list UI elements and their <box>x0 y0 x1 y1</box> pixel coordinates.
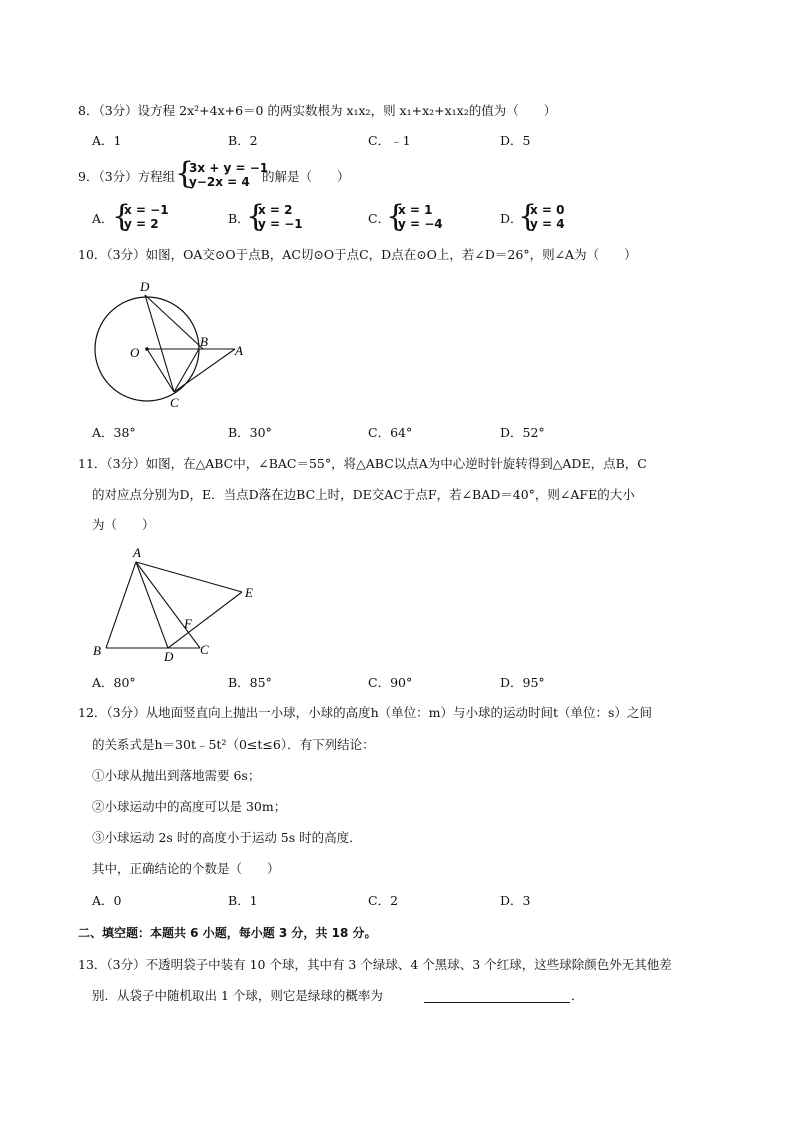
q8-option-a: A．1 <box>92 133 122 148</box>
q11-stem-line2: 的对应点分别为D，E．当点D落在边BC上时，DE交AC于点F，若∠BAD＝40°，则∠AFE的大小 <box>92 487 635 502</box>
q9-option-d-label: D． <box>500 211 523 226</box>
q9-prefix: 9．（3分）方程组 <box>78 169 176 184</box>
q10-option-a: A．38° <box>92 425 136 440</box>
q11-label-c: C <box>200 642 209 657</box>
q11-label-f: F <box>184 616 192 631</box>
q12-option-b: B．1 <box>228 893 258 908</box>
q12-question: 其中，正确结论的个数是（ ） <box>92 861 280 876</box>
q10-label-c: C <box>170 395 179 410</box>
q13-end-mark: ． <box>571 988 584 1003</box>
q11-figure <box>88 542 268 662</box>
q9-option-b-row1: x = 2 <box>258 203 293 217</box>
q11-option-b: B．85° <box>228 675 272 690</box>
q12-option-c: C．2 <box>368 893 399 908</box>
q11-label-e: E <box>245 585 253 600</box>
q10-option-b: B．30° <box>228 425 272 440</box>
q8-option-c: C．﹣1 <box>368 133 411 148</box>
q8-stem: 8．（3分）设方程 2x²+4x+6＝0 的两实数根为 x₁x₂，则 x₁+x₂+x₁x₂的值为（ ） <box>78 103 557 118</box>
q9-option-a-row2: y = 2 <box>124 217 159 231</box>
q10-segment-da <box>145 295 203 349</box>
q9-option-d-row2: y = 4 <box>530 217 565 231</box>
q9-system-brace: { <box>175 156 195 191</box>
q12-conclusion-1: ①小球从抛出到落地需要 6s； <box>92 768 261 783</box>
q12-option-a: A．0 <box>92 893 122 908</box>
q10-label-b: B <box>200 334 208 349</box>
q13-answer-blank[interactable] <box>424 1002 570 1003</box>
q9-option-d-row1: x = 0 <box>530 203 565 217</box>
q13-stem-line1: 13．（3分）不透明袋子中装有 10 个球，其中有 3 个绿球、4 个黑球、3 个红球，这些球除颜色外无其他差 <box>78 957 672 972</box>
q11-label-d: D <box>164 649 174 662</box>
q12-conclusion-2: ②小球运动中的高度可以是 30m； <box>92 799 287 814</box>
q10-center-dot <box>145 347 149 351</box>
q8-option-d: D．5 <box>500 133 531 148</box>
q11-option-d: D．95° <box>500 675 545 690</box>
q12-stem-line2: 的关系式是h＝30t﹣5t²（0≤t≤6）．有下列结论： <box>92 737 375 752</box>
q11-stem-line3: 为（ ） <box>92 517 155 532</box>
q9-option-b-row2: y = −1 <box>258 217 303 231</box>
q9-option-b-label: B． <box>228 211 250 226</box>
q11-segment-ac <box>136 562 200 648</box>
q9-system-row2: y−2x = 4 <box>189 175 250 189</box>
q9-system-row1: 3x + y = −1 <box>189 161 269 175</box>
q12-conclusion-3: ③小球运动 2s 时的高度小于运动 5s 时的高度． <box>92 830 362 845</box>
q10-segment-ca <box>174 349 235 392</box>
q10-label-o: O <box>130 345 140 360</box>
q10-option-d: D．52° <box>500 425 545 440</box>
q10-segment-oc <box>147 349 174 392</box>
q9-option-c-row1: x = 1 <box>398 203 433 217</box>
section-heading-fill-in: 二、填空题：本题共 6 小题，每小题 3 分，共 18 分。 <box>78 926 377 940</box>
q11-segment-ab <box>106 562 136 648</box>
q10-stem: 10．（3分）如图，OA交⊙O于点B，AC切⊙O于点C，D点在⊙O上，若∠D＝26°，则∠A为（ ） <box>78 247 637 262</box>
q9-option-a-row1: x = −1 <box>124 203 169 217</box>
q11-option-c: C．90° <box>368 675 413 690</box>
q9-option-c-row2: y = −4 <box>398 217 443 231</box>
q11-segment-ad <box>136 562 168 648</box>
q9-option-a-label: A． <box>92 211 114 226</box>
q11-label-a: A <box>133 545 141 560</box>
q9-option-d-brace: { <box>518 199 538 234</box>
q10-option-c: C．64° <box>368 425 413 440</box>
q11-label-b: B <box>93 643 101 658</box>
q10-segment-bc <box>174 349 199 392</box>
q9-option-a-brace: { <box>112 199 132 234</box>
q10-label-d: D <box>140 279 150 294</box>
q9-option-c-brace: { <box>386 199 406 234</box>
q9-option-b-brace: { <box>246 199 266 234</box>
q10-label-a: A <box>235 343 243 358</box>
q11-stem-line1: 11．（3分）如图，在△ABC中，∠BAC＝55°，将△ABC以点A为中心逆时针旋转得到△ADE，点B，C <box>78 456 647 471</box>
q11-option-a: A．80° <box>92 675 136 690</box>
q13-stem-line2: 别．从袋子中随机取出 1 个球，则它是绿球的概率为 <box>92 988 383 1003</box>
q8-option-b: B．2 <box>228 133 258 148</box>
q12-option-d: D．3 <box>500 893 531 908</box>
q10-figure <box>88 276 258 410</box>
q10-segment-dc <box>145 295 174 392</box>
q9-option-c-label: C． <box>368 211 391 226</box>
q12-stem-line1: 12．（3分）从地面竖直向上抛出一小球，小球的高度h（单位：m）与小球的运动时间t（单位：s）之间 <box>78 705 652 720</box>
q11-segment-ae <box>136 562 242 592</box>
q9-suffix: 的解是（ ） <box>262 169 350 184</box>
